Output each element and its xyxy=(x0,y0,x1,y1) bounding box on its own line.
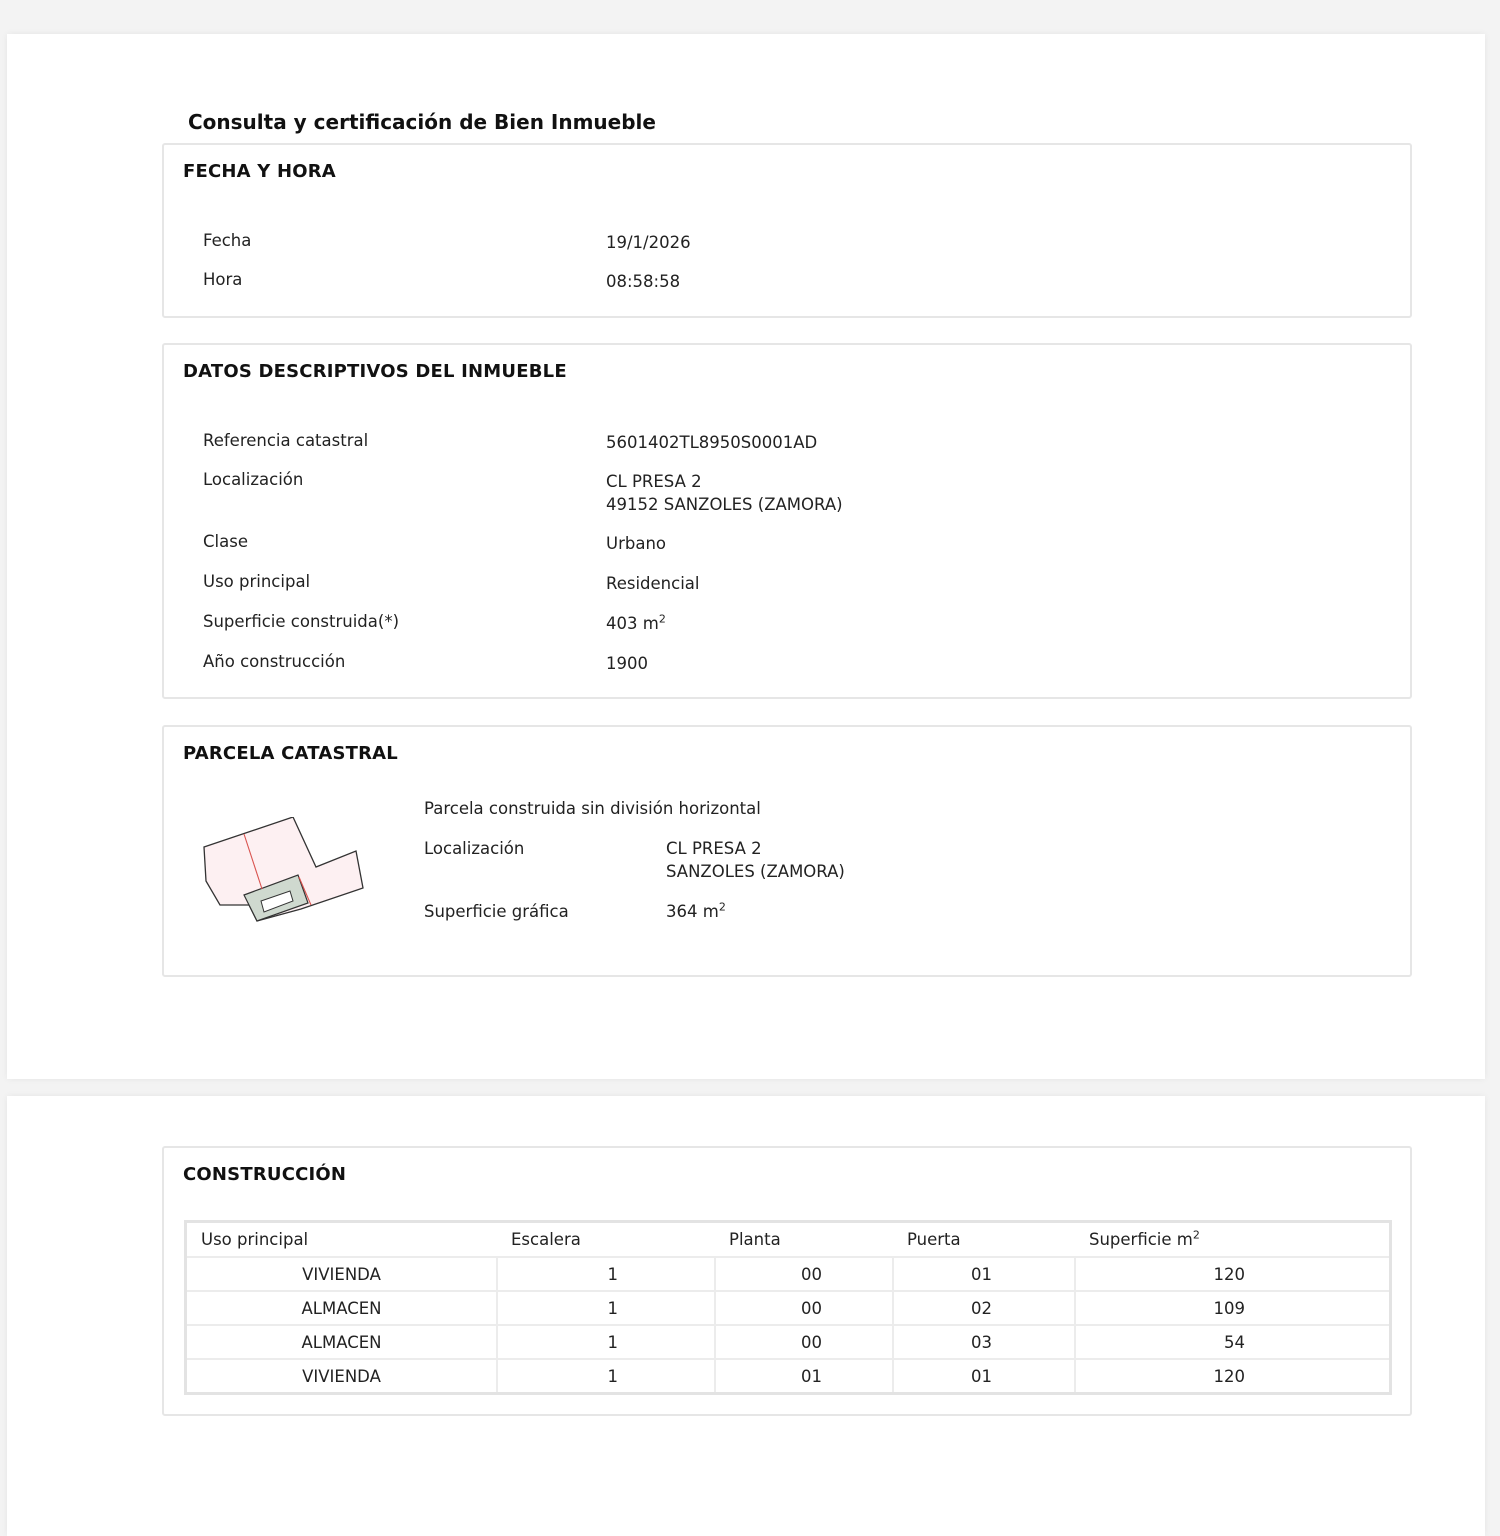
cell-puerta: 01 xyxy=(893,1359,1075,1394)
cell-puerta: 01 xyxy=(893,1257,1075,1291)
cell-uso-principal: ALMACEN xyxy=(186,1325,498,1359)
superficie-label: Superficie construida(*) xyxy=(203,612,400,631)
section-title: PARCELA CATASTRAL xyxy=(183,743,398,764)
table-row xyxy=(186,1291,1391,1325)
parcela-superficie-unit-sup: 2 xyxy=(718,900,726,914)
table-row xyxy=(186,1257,1391,1291)
clase-value: Urbano xyxy=(606,534,666,553)
section-parcela-catastral xyxy=(162,725,1412,977)
section-title: FECHA Y HORA xyxy=(183,161,336,182)
localizacion-line1: CL PRESA 2 xyxy=(606,472,702,491)
construccion-table-body xyxy=(186,1257,1391,1394)
parcela-superficie-number: 364 m xyxy=(666,902,719,921)
parcela-localizacion-value xyxy=(666,837,845,883)
cell-superficie: 54 xyxy=(1075,1325,1391,1359)
parcela-tipo: Parcela construida sin división horizontal xyxy=(424,799,761,818)
parcela-superficie-label: Superficie gráfica xyxy=(424,902,569,921)
cell-puerta: 03 xyxy=(893,1325,1075,1359)
anio-label: Año construcción xyxy=(203,652,346,671)
anio-value: 1900 xyxy=(606,654,648,673)
cell-planta: 00 xyxy=(715,1325,893,1359)
header-planta: Planta xyxy=(715,1222,893,1258)
table-row xyxy=(186,1325,1391,1359)
header-uso-principal: Uso principal xyxy=(186,1222,498,1258)
clase-label: Clase xyxy=(203,532,248,551)
cell-uso-principal: VIVIENDA xyxy=(186,1257,498,1291)
document-title: Consulta y certificación de Bien Inmueble xyxy=(188,110,656,134)
superficie-value xyxy=(606,612,666,635)
section-datos-descriptivos xyxy=(162,343,1412,699)
cell-escalera: 1 xyxy=(497,1257,715,1291)
section-construccion xyxy=(162,1146,1412,1416)
cell-superficie: 120 xyxy=(1075,1257,1391,1291)
uso-label: Uso principal xyxy=(203,572,311,591)
cell-escalera: 1 xyxy=(497,1325,715,1359)
header-superficie-sup: 2 xyxy=(1192,1228,1200,1242)
superficie-unit-sup: 2 xyxy=(658,612,666,626)
cell-planta: 00 xyxy=(715,1257,893,1291)
cell-uso-principal: VIVIENDA xyxy=(186,1359,498,1394)
section-title: CONSTRUCCIÓN xyxy=(183,1164,347,1185)
parcela-superficie-value xyxy=(666,900,726,923)
header-superficie-label: Superficie m xyxy=(1089,1230,1193,1249)
header-puerta: Puerta xyxy=(893,1222,1075,1258)
cell-superficie: 109 xyxy=(1075,1291,1391,1325)
table-header-row xyxy=(186,1222,1391,1258)
hora-label: Hora xyxy=(203,270,243,289)
header-superficie xyxy=(1075,1222,1391,1258)
parcela-localizacion-line2: SANZOLES (ZAMORA) xyxy=(666,862,845,881)
parcela-localizacion-line1: CL PRESA 2 xyxy=(666,839,762,858)
fecha-label: Fecha xyxy=(203,231,252,250)
construccion-table xyxy=(184,1220,1392,1395)
cell-planta: 01 xyxy=(715,1359,893,1394)
cell-superficie: 120 xyxy=(1213,1366,1245,1386)
document-page-2 xyxy=(7,1096,1485,1536)
referencia-label: Referencia catastral xyxy=(203,431,369,450)
localizacion-value xyxy=(606,470,843,516)
localizacion-label: Localización xyxy=(203,470,304,489)
parcel-map-image xyxy=(194,817,374,937)
uso-value: Residencial xyxy=(606,574,700,593)
superficie-number: 403 m xyxy=(606,614,659,633)
table-row xyxy=(186,1359,1391,1394)
parcela-localizacion-label: Localización xyxy=(424,839,525,858)
header-escalera: Escalera xyxy=(497,1222,715,1258)
cell-puerta: 02 xyxy=(893,1291,1075,1325)
cell-planta: 00 xyxy=(715,1291,893,1325)
fecha-value: 19/1/2026 xyxy=(606,233,691,252)
cell-escalera: 1 xyxy=(497,1291,715,1325)
hora-value: 08:58:58 xyxy=(606,272,681,291)
localizacion-line2: 49152 SANZOLES (ZAMORA) xyxy=(606,495,843,514)
cell-escalera: 1 xyxy=(497,1359,715,1394)
document-page-1 xyxy=(7,34,1485,1079)
section-title: DATOS DESCRIPTIVOS DEL INMUEBLE xyxy=(183,361,567,382)
referencia-value: 5601402TL8950S0001AD xyxy=(606,433,818,452)
section-fecha-hora xyxy=(162,143,1412,318)
cell-uso-principal: ALMACEN xyxy=(186,1291,498,1325)
